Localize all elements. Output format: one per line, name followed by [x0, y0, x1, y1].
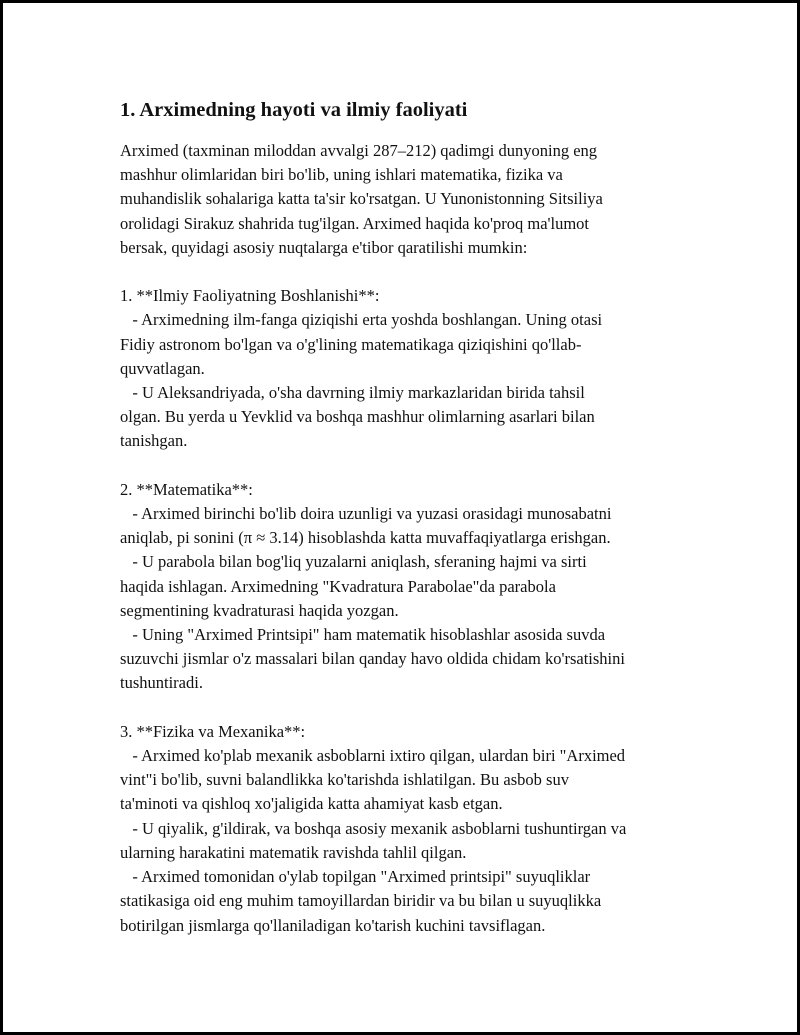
body-text: Arximed (taxminan miloddan avvalgi 287–212) qadimgi dunyoning eng mashhur olimlaridan biri bo'lib, uning ishlari matematika, fizika va muhandislik sohalariga katta ta'sir ko'rsatgan. U Yunonistonning Sitsiliya orolidagi Sirakuz shahrida tug'ilgan. Arximed haqida ko'proq ma'lumot bersak, quyidagi asosiy nuqtalarga e'tibor qaratilishi mumkin: 1. **Ilmiy Faoliyatning Boshlanishi**: - Arximedning ilm-fanga qiziqishi erta yoshda boshlangan. Uning otasi Fidiy astronom bo'lgan va o'g'lining matematikaga qiziqishini qo'llab- quvvatlagan. - U Aleksandriyada, o'sha davrning ilmiy markazlaridan birida tahsil olgan. Bu yerda u Yevklid va boshqa mashhur olimlarning asarlari bilan tanishgan. 2. **Matematika**: - Arximed birinchi bo'lib doira uzunligi va yuzasi orasidagi munosabatni aniqlab, pi sonini (π ≈ 3.14) hisoblashda katta muvaffaqiyatlarga erishgan. - U parabola bilan bog'liq yuzalarni aniqlash, sferaning hajmi va sirti haqida ishlagan. Arximedning "Kvadratura Parabolae"da parabola segmentining kvadraturasi haqida yozgan. - Uning "Arximed Printsipi" ham matematik hisoblashlar asosida suvda suzuvchi jismlar o'z massalari bilan qanday havo oldida chidam ko'rsatishini tushuntiradi. 3. **Fizika va Mexanika**: - Arximed ko'plab mexanik asboblarni ixtiro qilgan, ulardan biri "Arximed vint"i bo'lib, suvni balandlikka ko'tarishda ishlatilgan. Bu asbob suv ta'minoti va qishloq xo'jaligida katta ahamiyat kasb etgan. - U qiyalik, g'ildirak, va boshqa asosiy mexanik asboblarni tushuntirgan va ularning harakatini matematik ravishda tahlil qilgan. - Arximed tomonidan o'ylab topilgan "Arximed printsipi" suyuqliklar statikasiga oid eng muhim tamoyillardan biridir va bu bilan u suyuqlikka botirilgan jismlarga qo'llaniladigan ko'tarish kuchini tavsiflagan.: [120, 141, 627, 935]
document-content: [120, 96, 700, 938]
section-heading: 1. Arximedning hayoti va ilmiy faoliyati: [120, 99, 468, 121]
